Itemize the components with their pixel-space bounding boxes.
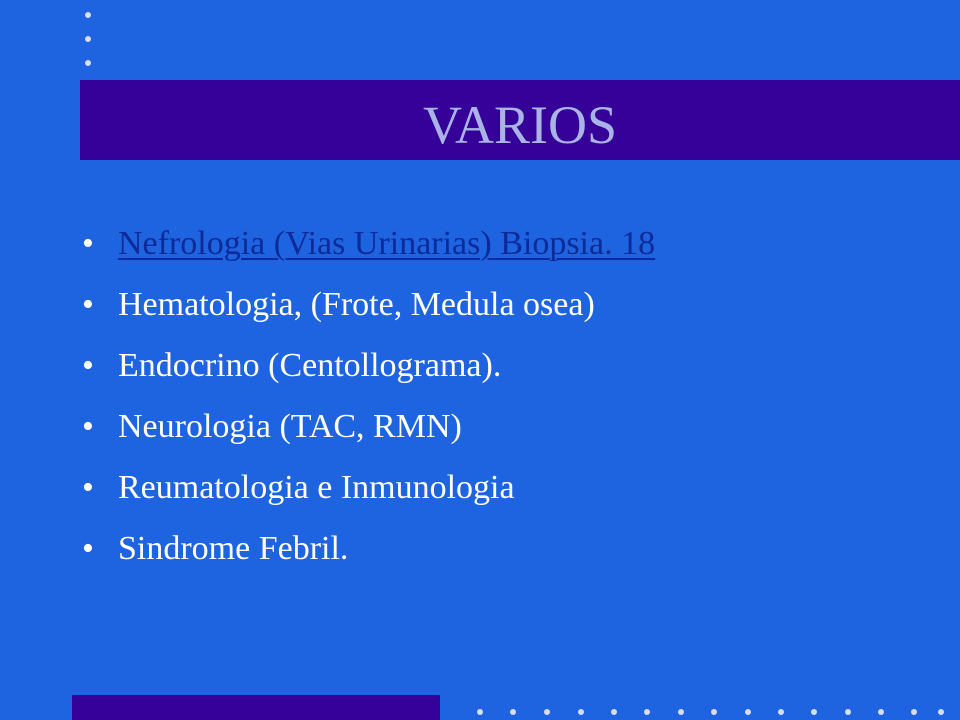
bullet-text: Neurologia (TAC, RMN): [118, 408, 462, 445]
decor-dot: [878, 709, 884, 715]
bullet-text: Sindrome Febril.: [118, 530, 349, 567]
decor-dot: [911, 709, 917, 715]
decor-dot: [678, 709, 684, 715]
decor-dot: [611, 709, 617, 715]
bullet-marker: •: [82, 286, 94, 323]
bullet-text: Hematologia, (Frote, Medula osea): [118, 286, 595, 323]
bullet-text: Reumatologia e Inmunologia: [118, 469, 515, 506]
bullet-text: Endocrino (Centollograma).: [118, 347, 502, 384]
decor-dot: [477, 709, 483, 715]
bullet-marker: •: [82, 469, 94, 506]
decor-dot: [644, 709, 650, 715]
decor-dot: [85, 12, 91, 18]
bullet-marker: •: [82, 530, 94, 567]
bullet-marker: •: [82, 408, 94, 445]
decor-dot: [938, 709, 944, 715]
decor-dot: [85, 60, 91, 66]
decor-dot: [544, 709, 550, 715]
decor-dot: [711, 709, 717, 715]
footer-bar: [72, 695, 440, 720]
decor-dot: [578, 709, 584, 715]
decor-dot: [811, 709, 817, 715]
decor-dot: [778, 709, 784, 715]
decor-dot: [745, 709, 751, 715]
decor-dot: [85, 36, 91, 42]
slide-title: VARIOS: [422, 95, 618, 155]
bullet-marker: •: [82, 347, 94, 384]
decor-dot: [845, 709, 851, 715]
nefrologia-link[interactable]: Nefrologia (Vias Urinarias) Biopsia. 18: [118, 225, 656, 262]
decor-dot: [510, 709, 516, 715]
bullet-marker: •: [82, 225, 94, 262]
